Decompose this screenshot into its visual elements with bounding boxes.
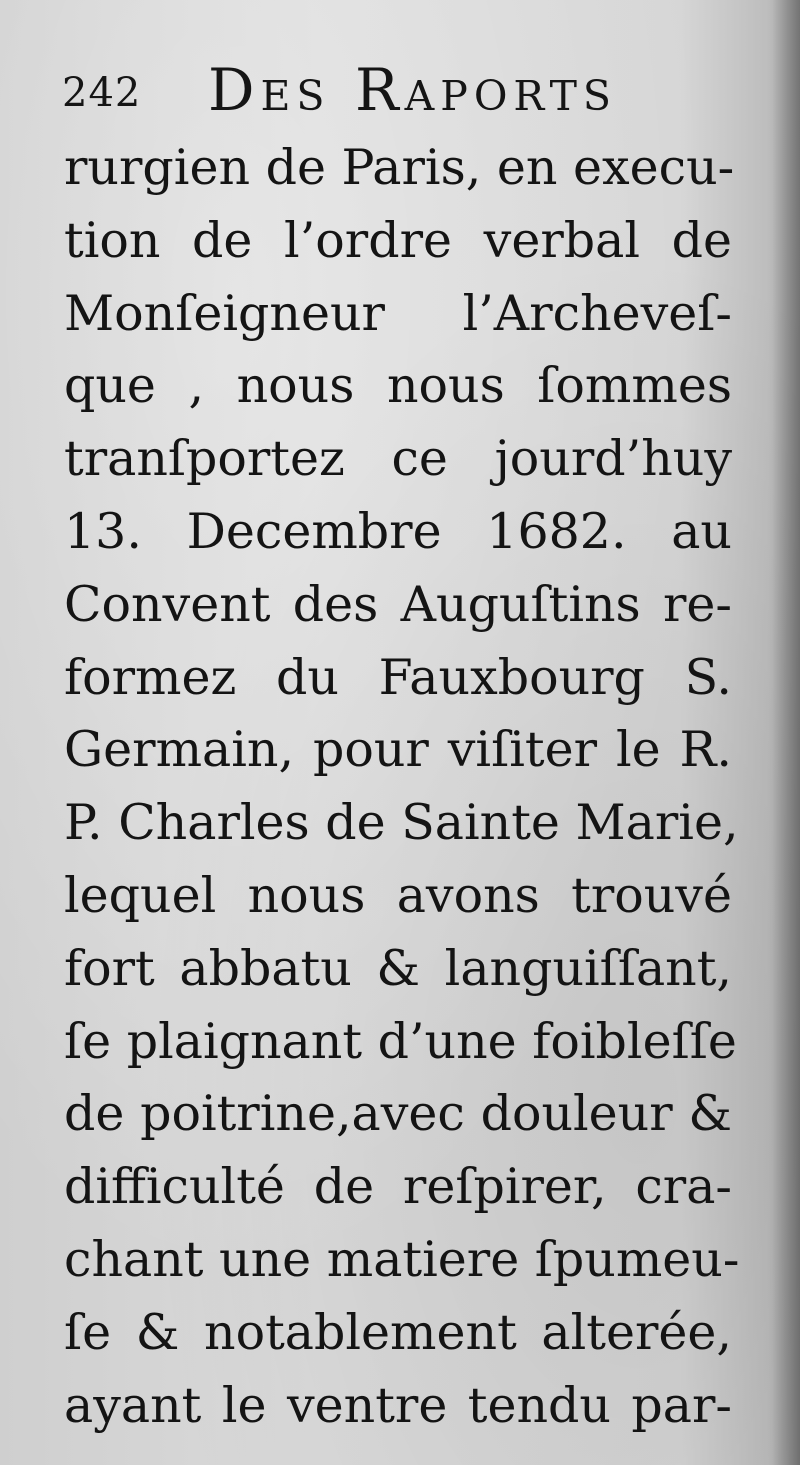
body-text: [64, 132, 740, 1442]
text-line: Monſeigneur l’Archeveſ-: [64, 284, 732, 342]
text-line: lequel nous avons trouvé: [64, 866, 732, 924]
page-number: 242: [62, 70, 142, 116]
running-head: Des Raports: [208, 56, 618, 124]
text-line: 13. Decembre 1682. au: [64, 502, 732, 560]
page-header: [62, 56, 702, 126]
text-line: ſe plaignant d’une foibleſſe: [64, 1012, 737, 1070]
text-line: difficulté de reſpirer, cra-: [64, 1158, 732, 1216]
text-line: formez du Fauxbourg S.: [64, 648, 732, 706]
text-line: P. Charles de Sainte Marie,: [64, 794, 739, 852]
text-line: ayant le ventre tendu par-: [64, 1376, 732, 1434]
text-line: fort abbatu & languiſſant,: [64, 939, 732, 997]
text-line: Convent des Auguſtins re-: [64, 575, 732, 633]
text-line: que , nous nous ſommes: [64, 357, 732, 415]
text-line: de poitrine,avec douleur &: [64, 1085, 732, 1143]
text-line: Germain, pour viſiter le R.: [64, 721, 732, 779]
text-line: tion de l’ordre verbal de: [64, 211, 732, 269]
text-line: ſe & notablement alterée,: [64, 1303, 732, 1361]
text-line: rurgien de Paris, en execu-: [64, 139, 735, 196]
text-line: chant une matiere ſpumeu-: [64, 1230, 740, 1288]
text-line: tranſportez ce jourd’huy: [64, 430, 732, 488]
page-edge-shadow: [772, 0, 800, 1465]
